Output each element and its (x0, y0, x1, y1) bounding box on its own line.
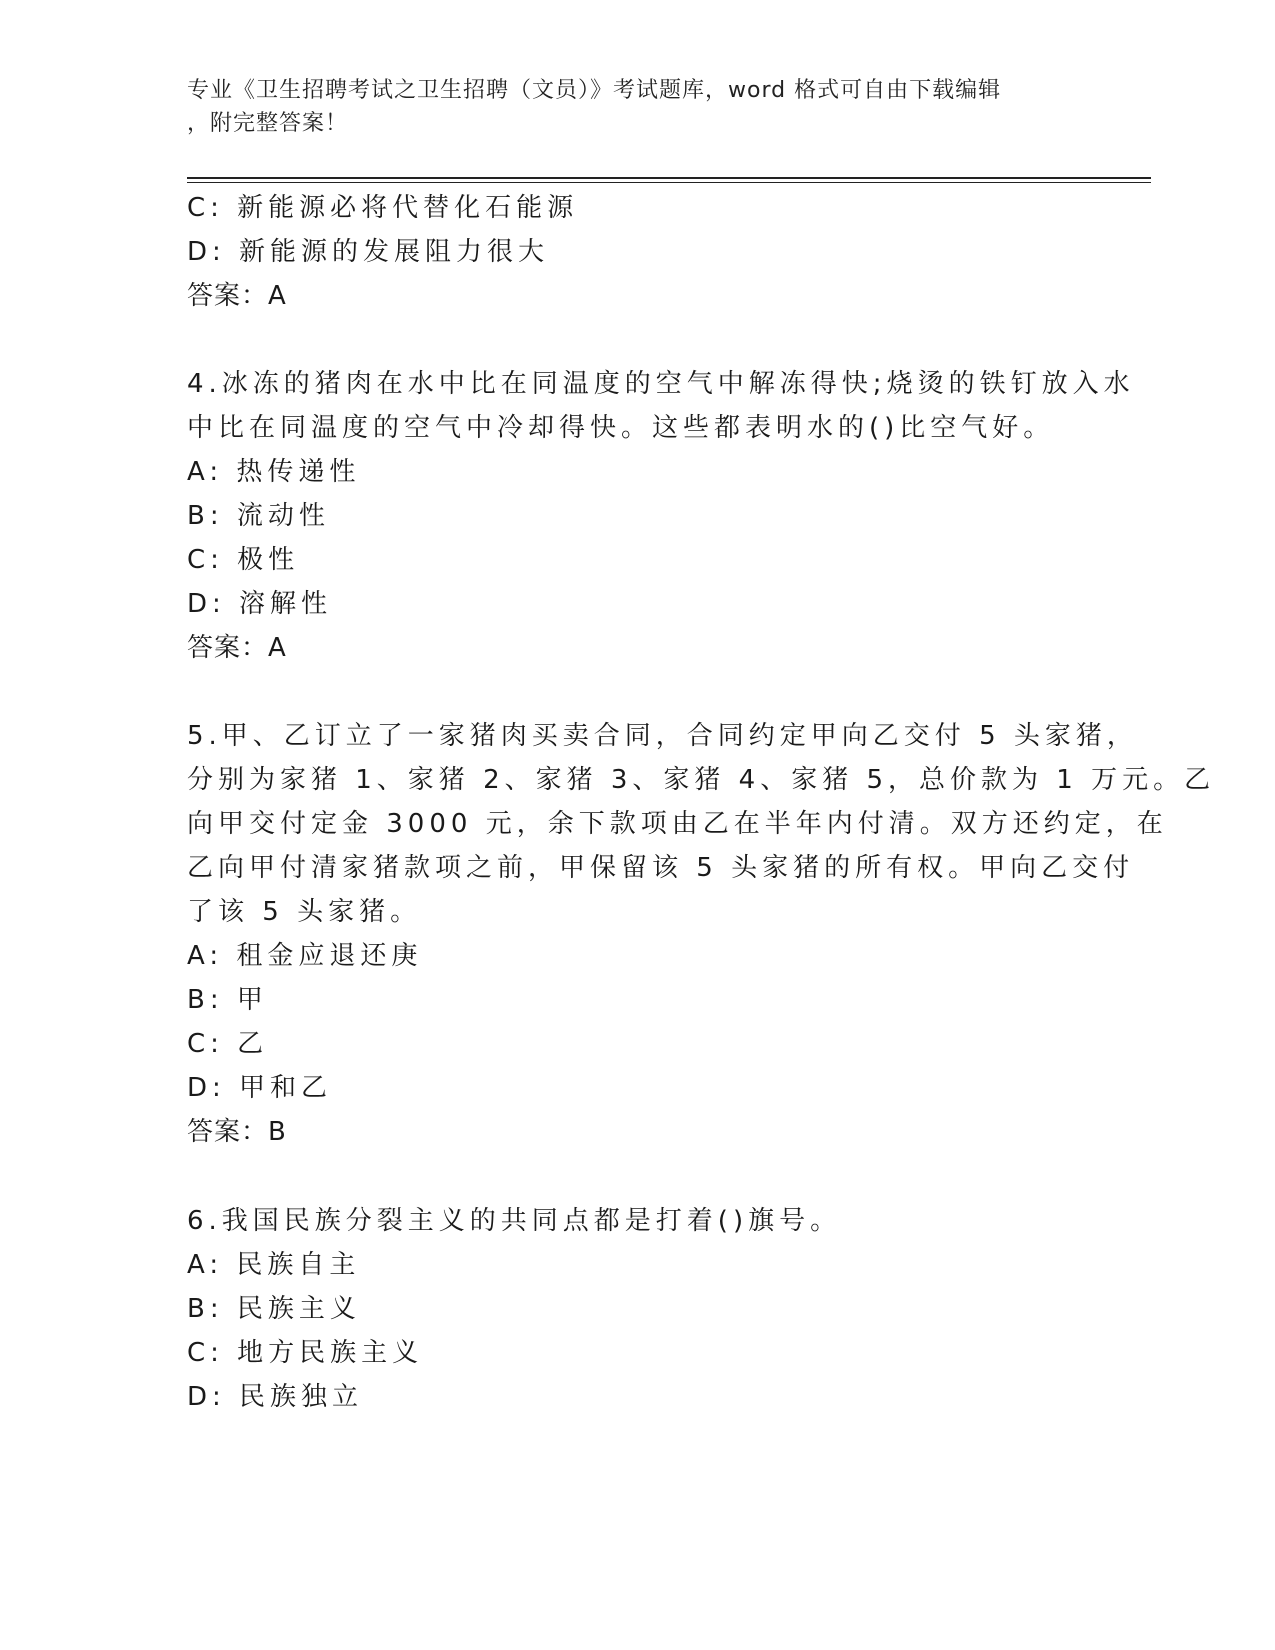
header-line-2: ，附完整答案！ (187, 111, 349, 136)
q6-option-b: B: 民族主义 (187, 1294, 361, 1324)
q5-option-d: D: 甲和乙 (187, 1073, 333, 1103)
q4-option-c: C: 极性 (187, 545, 300, 575)
q4-stem-line-1: 4.冰冻的猪肉在水中比在同温度的空气中解冻得快;烧烫的铁钉放入水 (187, 369, 1135, 399)
q6-option-d: D: 民族独立 (187, 1382, 364, 1412)
q4-stem-line-2: 中比在同温度的空气中冷却得快。这些都表明水的()比空气好。 (187, 413, 1055, 443)
q5-stem-line-5: 了该 5 头家猪。 (187, 897, 422, 927)
q5-stem-line-1: 5.甲、乙订立了一家猪肉买卖合同，合同约定甲向乙交付 5 头家猪， (187, 721, 1138, 751)
q5-option-b: B: 甲 (187, 985, 268, 1015)
q3-option-c: C: 新能源必将代替化石能源 (187, 193, 579, 223)
q4-option-d: D: 溶解性 (187, 589, 333, 619)
header-rule-thick (187, 177, 1151, 179)
q3-option-d: D: 新能源的发展阻力很大 (187, 237, 550, 267)
document-header (187, 74, 1067, 140)
header-rule-thin (187, 182, 1151, 183)
q3-answer: 答案：A (187, 281, 287, 311)
q4-option-a: A: 热传递性 (187, 457, 361, 487)
q5-option-a: A: 租金应退还庚 (187, 941, 423, 971)
q6-option-a: A: 民族自主 (187, 1250, 361, 1280)
q5-stem-line-2: 分别为家猪 1、家猪 2、家猪 3、家猪 4、家猪 5，总价款为 1 万元。乙 (187, 765, 1216, 795)
q5-stem-line-3: 向甲交付定金 3000 元，余下款项由乙在半年内付清。双方还约定，在 (187, 809, 1168, 839)
q6-option-c: C: 地方民族主义 (187, 1338, 424, 1368)
q4-answer: 答案：A (187, 633, 287, 663)
q5-answer: 答案：B (187, 1117, 287, 1147)
q4-option-b: B: 流动性 (187, 501, 330, 531)
q6-stem-line-1: 6.我国民族分裂主义的共同点都是打着()旗号。 (187, 1206, 842, 1236)
header-line-1: 专业《卫生招聘考试之卫生招聘（文员）》考试题库，word 格式可自由下载编辑 (187, 78, 1002, 103)
q5-stem-line-4: 乙向甲付清家猪款项之前，甲保留该 5 头家猪的所有权。甲向乙交付 (187, 853, 1135, 883)
q5-option-c: C: 乙 (187, 1029, 269, 1059)
